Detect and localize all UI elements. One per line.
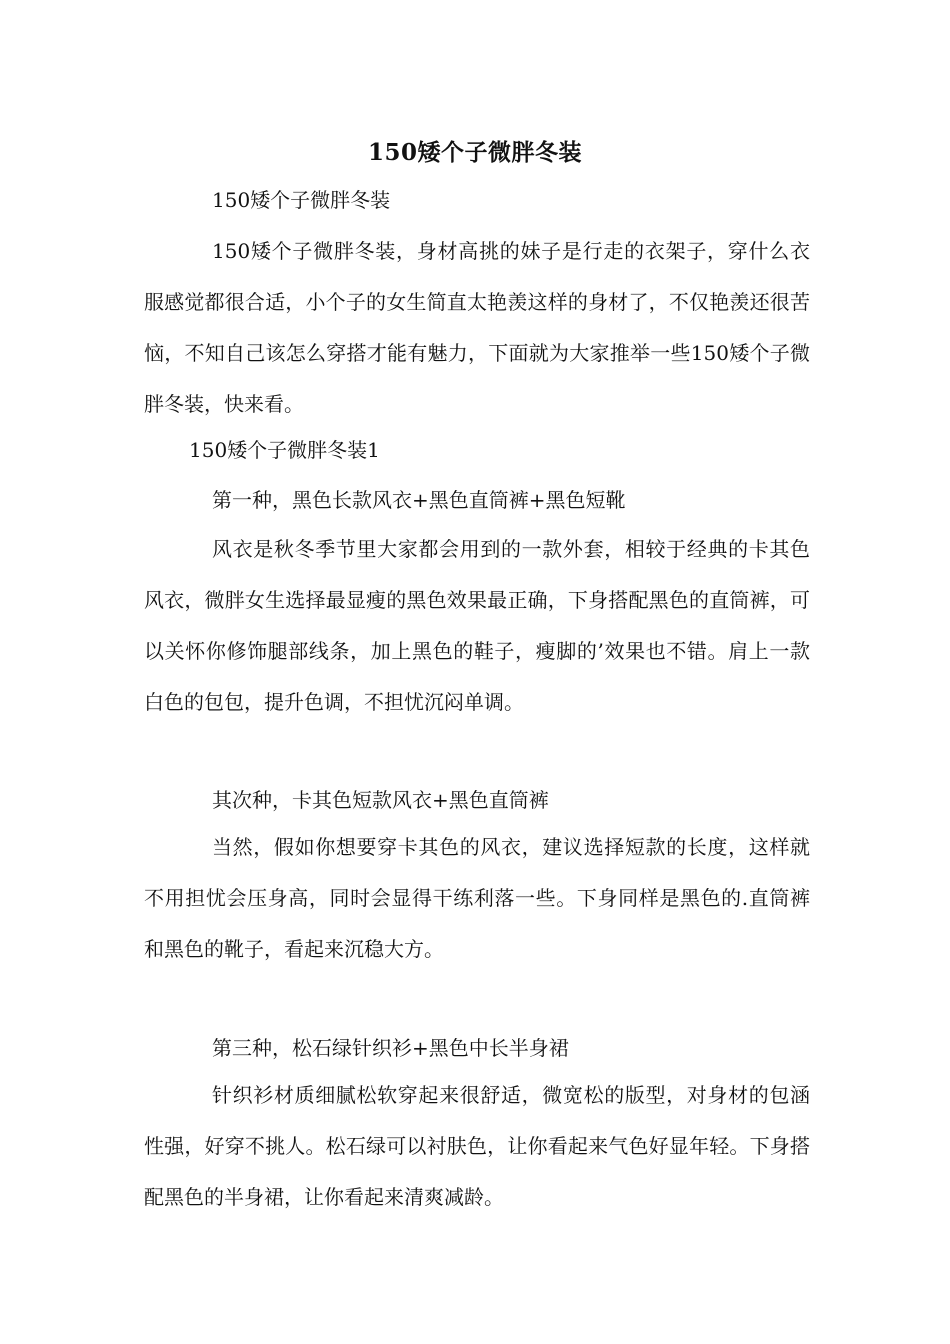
document-subtitle: 150矮个子微胖冬装 xyxy=(212,188,391,212)
item-heading-2: 其次种，卡其色短款风衣+黑色直筒裤 xyxy=(212,788,549,812)
item-paragraph-1: 风衣是秋冬季节里大家都会用到的一款外套，相较于经典的卡其色风衣，微胖女生选择最显瘦的黑色效果最正确，下身搭配黑色的直筒裤，可以关怀你修饰腿部线条，加上黑色的鞋子，瘦脚的’效果也不错。肩上一款白色的包包，提升色调，不担忧沉闷单调。 xyxy=(144,537,810,714)
document-title: 150矮个子微胖冬装 xyxy=(367,139,582,166)
section-heading: 150矮个子微胖冬装1 xyxy=(189,438,380,462)
item-paragraph-3: 针织衫材质细腻松软穿起来很舒适，微宽松的版型，对身材的包涵性强，好穿不挑人。松石绿可以衬肤色，让你看起来气色好显年轻。下身搭配黑色的半身裙，让你看起来清爽减龄。 xyxy=(144,1083,810,1209)
item-paragraph-2: 当然，假如你想要穿卡其色的风衣，建议选择短款的长度，这样就不用担忧会压身高，同时会显得干练利落一些。下身同样是黑色的.直筒裤和黑色的靴子，看起来沉稳大方。 xyxy=(144,835,810,961)
item-heading-1: 第一种，黑色长款风衣+黑色直筒裤+黑色短靴 xyxy=(212,488,626,512)
intro-paragraph: 150矮个子微胖冬装，身材高挑的妹子是行走的衣架子，穿什么衣服感觉都很合适，小个子的女生简直太艳羡这样的身材了，不仅艳羡还很苦恼，不知自己该怎么穿搭才能有魅力，下面就为大家推举一些150矮个子微胖冬装，快来看。 xyxy=(144,239,810,416)
item-heading-3: 第三种，松石绿针织衫+黑色中长半身裙 xyxy=(212,1036,569,1060)
